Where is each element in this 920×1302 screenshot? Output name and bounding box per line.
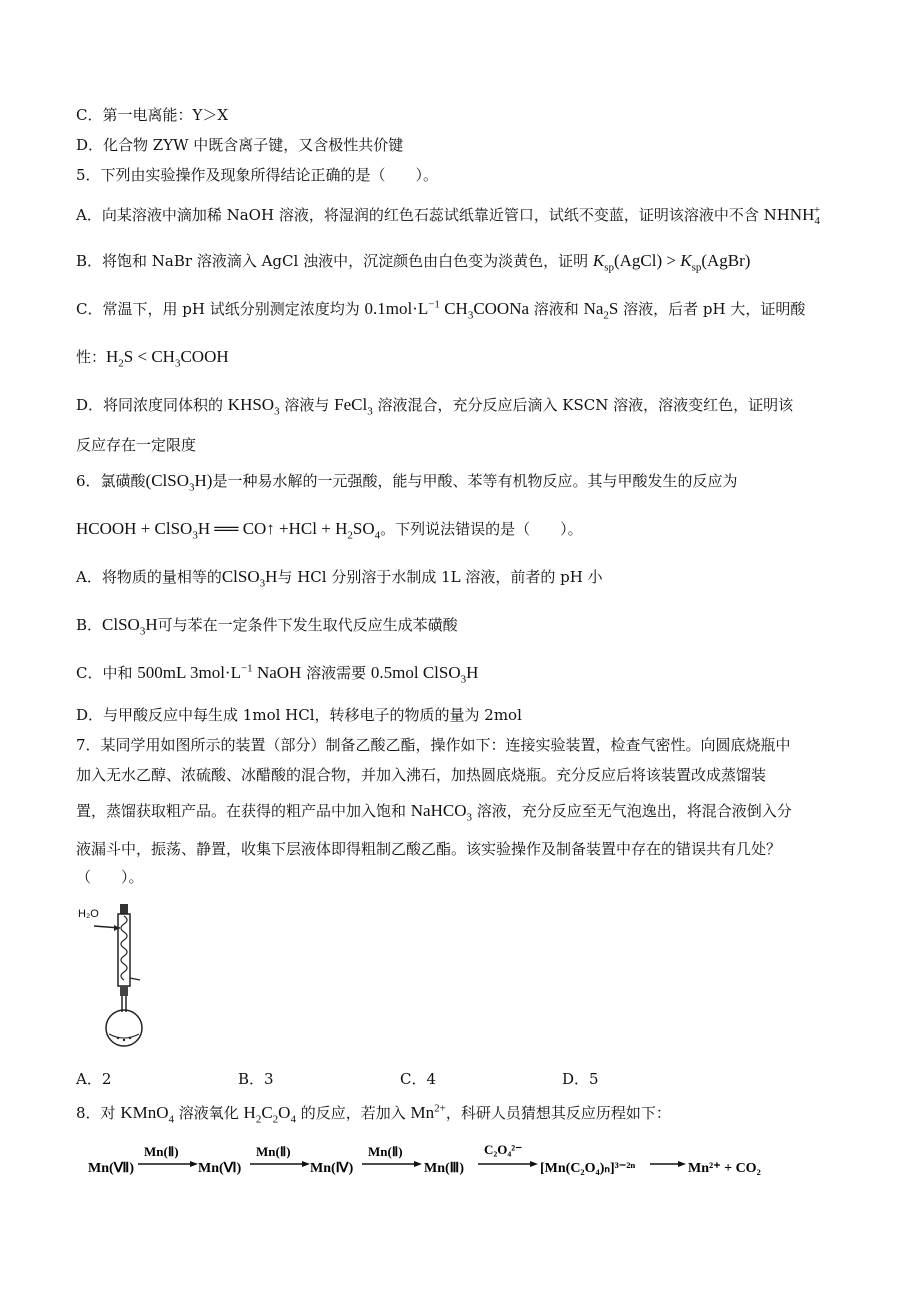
q7-line-5: （ ）。: [76, 868, 144, 886]
q7-option-d: D．5: [562, 1070, 599, 1088]
q8-stem: 8．对 KMnO$_4$ 溶液氧化 $H_2C_2O_4$ 的反应，若加入 $Mn^{2+}$，科研人员猜想其反应历程如下：: [76, 1102, 671, 1126]
q6-option-d: D．与甲酸反应中每生成 1mol HCl，转移电子的物质的量为 2mol: [76, 706, 522, 724]
q5-option-d-cont: 反应存在一定限度: [76, 436, 197, 454]
condenser-flask-diagram: [76, 900, 166, 1060]
q6-option-c: C．中和 500mL $3mol\cdot L^{-1}$ NaOH 溶液需要 0.5mol ClSO$_3$H: [76, 662, 479, 686]
q5-option-c-cont: 性：$H_2S$ < $CH_3COOH$: [76, 347, 229, 370]
pathway-catalyst-1: Mn(Ⅱ): [144, 1144, 179, 1159]
q5-option-a: A．向某溶液中滴加稀 NaOH 溶液，将湿润的红色石蕊试纸靠近管口，试纸不变蓝，证明该溶液中不含 $NHNH_4^+$: [76, 204, 821, 227]
water-inlet-label: H₂O: [78, 908, 99, 920]
q6-equation: HCOOH + ClSO$_3$H ══ CO↑ $+HCl + H_2SO_4$。下列说法错误的是（ ）。: [76, 519, 583, 542]
q5-stem: 5．下列由实验操作及现象所得结论正确的是（ ）。: [76, 166, 439, 184]
reflux-apparatus-figure: [76, 900, 166, 1060]
pathway-species-mn4: Mn(Ⅳ): [310, 1161, 354, 1176]
q6-option-a: A．将物质的量相等的ClSO$_3$H与 HCl 分别溶于水制成 1L 溶液，前者的 pH 小: [76, 567, 603, 590]
q7-line-3: 置，蒸馏获取粗产品。在获得的粗产品中加入饱和 NaHCO$_3$ 溶液，充分反应至无气泡逸出，将混合液倒入分: [76, 801, 792, 824]
q6-option-b: B．ClSO$_3$H可与苯在一定条件下发生取代反应生成苯磺酸: [76, 615, 458, 638]
q7-line-1: 7．某同学用如图所示的装置（部分）制备乙酸乙酯，操作如下：连接实验装置，检查气密性。向圆底烧瓶中: [76, 736, 791, 754]
q7-line-2: 加入无水乙醇、浓硫酸、冰醋酸的混合物，并加入沸石，加热圆底烧瓶。充分反应后将该装置改成蒸馏装: [76, 766, 767, 784]
q7-line-4: 液漏斗中，振荡、静置，收集下层液体即得粗制乙酸乙酯。该实验操作及制备装置中存在的错误共有几处？: [76, 840, 782, 858]
pathway-species-mn6: Mn(Ⅵ): [198, 1161, 242, 1176]
pathway-species-mn3: Mn(Ⅲ): [424, 1161, 464, 1176]
q7-option-b: B．3: [238, 1070, 274, 1088]
q7-option-a: A．2: [76, 1070, 112, 1088]
pathway-catalyst-2: Mn(Ⅱ): [256, 1144, 291, 1159]
pathway-species-mn7: Mn(Ⅶ): [88, 1161, 134, 1176]
q6-stem: 6．氯磺酸(ClSO$_3$H)是一种易水解的一元强酸，能与甲酸、苯等有机物反应。其与甲酸发生的反应为: [76, 471, 738, 494]
pathway-products: Mn²⁺ + CO₂: [688, 1161, 761, 1176]
q5-option-c: C．常温下，用 pH 试纸分别测定浓度均为 $0.1mol\cdot L^{-1}$ $CH_3COONa$ 溶液和 $Na_2S$ 溶液，后者 pH 大，证明酸: [76, 298, 806, 322]
q5-option-d: D．将同浓度同体积的 $KHSO_3$ 溶液与 FeCl$_3$ 溶液混合，充分反应后滴入 KSCN 溶液，溶液变红色，证明该: [76, 395, 794, 418]
q4-option-d: D．化合物 ZYW 中既含离子键，又含极性共价键: [76, 136, 404, 154]
pathway-reagent-oxalate: C₂O₄²⁻: [484, 1142, 523, 1157]
q4-option-c: C．第一电离能：Y＞X: [76, 106, 229, 124]
q7-option-c: C．4: [400, 1070, 437, 1088]
pathway-catalyst-3: Mn(Ⅱ): [368, 1144, 403, 1159]
pathway-complex: [Mn(C₂O₄)ₙ]³⁻²ⁿ: [540, 1161, 636, 1176]
q5-option-b: B．将饱和 NaBr 溶液滴入 AgCl 浊液中，沉淀颜色由白色变为淡黄色，证明 $K_{sp}(AgCl)$ > $K_{sp}(AgBr)$: [76, 251, 751, 274]
reaction-pathway: [88, 1140, 768, 1186]
